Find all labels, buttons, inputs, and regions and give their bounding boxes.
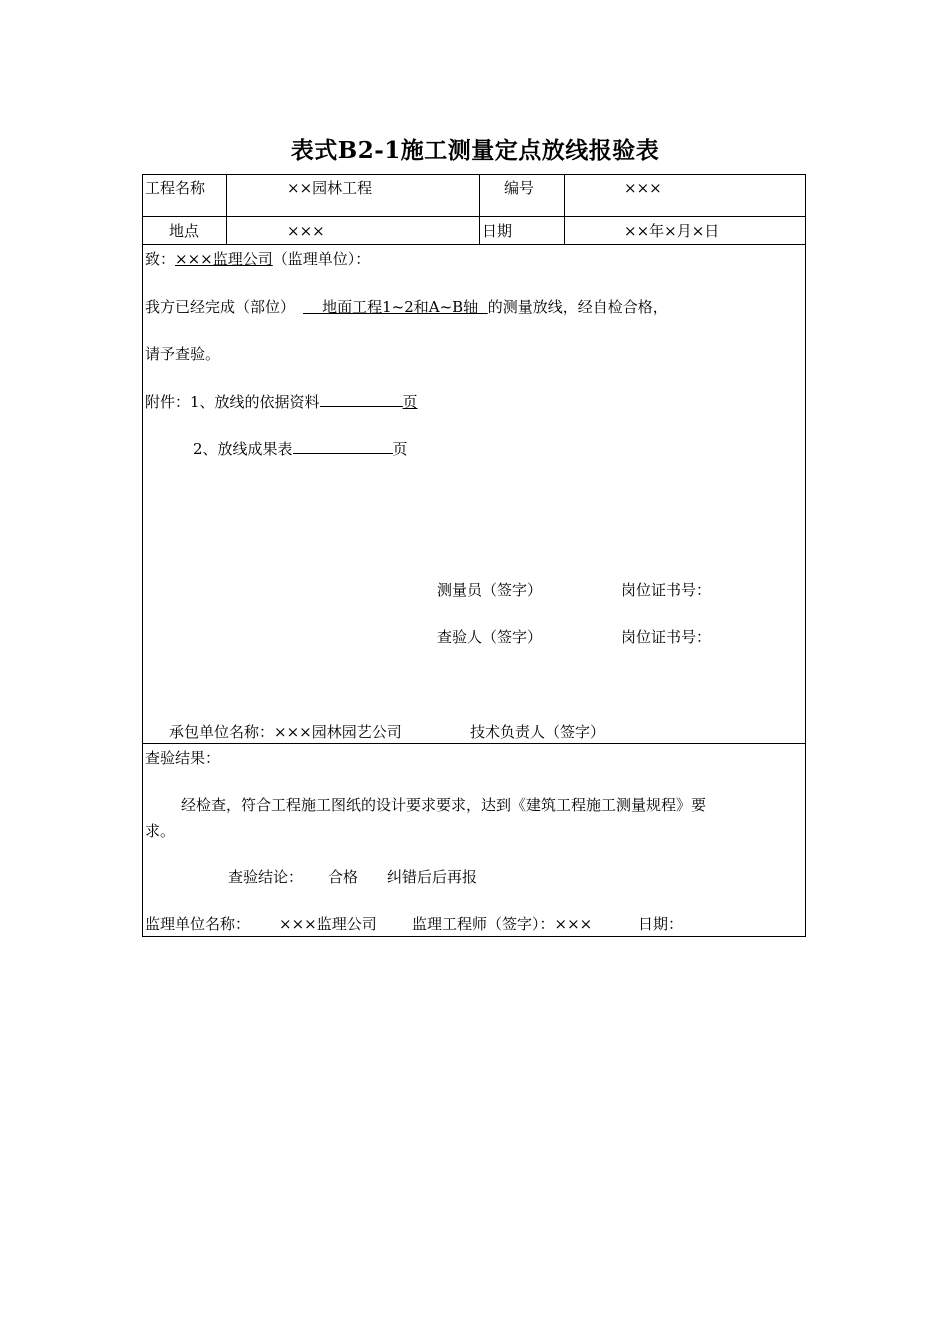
- row-divider: [142, 244, 806, 245]
- attachment-1-unit: 页: [402, 393, 418, 411]
- request-line: 请予查验。: [145, 345, 221, 363]
- location-value: ×××: [287, 222, 325, 240]
- addressee-prefix: 致：: [145, 250, 176, 268]
- attachment-2-unit: 页: [392, 440, 408, 458]
- result-date-label: 日期：: [638, 915, 684, 933]
- column-divider: [564, 174, 565, 245]
- number-label: 编号: [504, 179, 535, 197]
- supervising-engineer: 监理工程师（签字）：×××: [412, 915, 593, 933]
- attachment-2: [193, 439, 408, 458]
- attachment-1-label: 附件：1、放线的依据资料: [145, 393, 320, 411]
- inspector-signature-label: 查验人（签字）: [437, 628, 543, 646]
- completion-prefix: 我方已经完成（部位）: [145, 298, 296, 316]
- supervisor-unit-label: 监理单位名称：: [145, 915, 251, 933]
- contractor-name: 承包单位名称：×××园林园艺公司: [169, 723, 402, 741]
- column-divider: [479, 174, 480, 245]
- completion-suffix: 的测量放线，经自检合格，: [487, 298, 668, 316]
- attachment-1: [145, 392, 418, 411]
- row-divider: [142, 216, 806, 217]
- surveyor-signature-label: 测量员（签字）: [437, 581, 543, 599]
- completion-statement: [145, 298, 668, 316]
- project-name-value: ××园林工程: [287, 179, 373, 197]
- attachment-1-blank: [320, 392, 403, 407]
- number-value: ×××: [624, 179, 662, 197]
- addressee-suffix: （监理单位）：: [272, 250, 371, 268]
- project-name-label: 工程名称: [145, 179, 206, 197]
- attachment-2-blank: [293, 439, 393, 454]
- surveyor-cert-label: 岗位证书号：: [621, 581, 712, 599]
- conclusion-fix: 纠错后后再报: [387, 868, 478, 886]
- result-body-line2: 求。: [145, 822, 176, 840]
- supervisor-unit-value: ×××监理公司: [279, 915, 377, 933]
- location-label: 地点: [169, 222, 200, 240]
- section-divider: [142, 743, 806, 744]
- conclusion-label: 查验结论：: [228, 868, 304, 886]
- attachment-2-label: 2、放线成果表: [193, 440, 293, 458]
- addressee-line: [145, 250, 370, 268]
- conclusion-pass: 合格: [328, 868, 359, 886]
- form-title: 表式B2-1施工测量定点放线报验表: [290, 137, 660, 164]
- date-label: 日期: [482, 222, 513, 240]
- inspector-cert-label: 岗位证书号：: [621, 628, 712, 646]
- addressee-company: ×××监理公司: [175, 250, 273, 268]
- result-body-line1: 经检查，符合工程施工图纸的设计要求要求，达到《建筑工程施工测量规程》要: [181, 796, 707, 814]
- result-heading: 查验结果：: [145, 749, 221, 767]
- form-table: [142, 174, 806, 937]
- completion-part: 地面工程1~2和A~B轴: [303, 298, 488, 316]
- column-divider: [226, 174, 227, 245]
- tech-lead-signature: 技术负责人（签字）: [470, 723, 606, 741]
- date-value: ××年×月×日: [624, 222, 720, 240]
